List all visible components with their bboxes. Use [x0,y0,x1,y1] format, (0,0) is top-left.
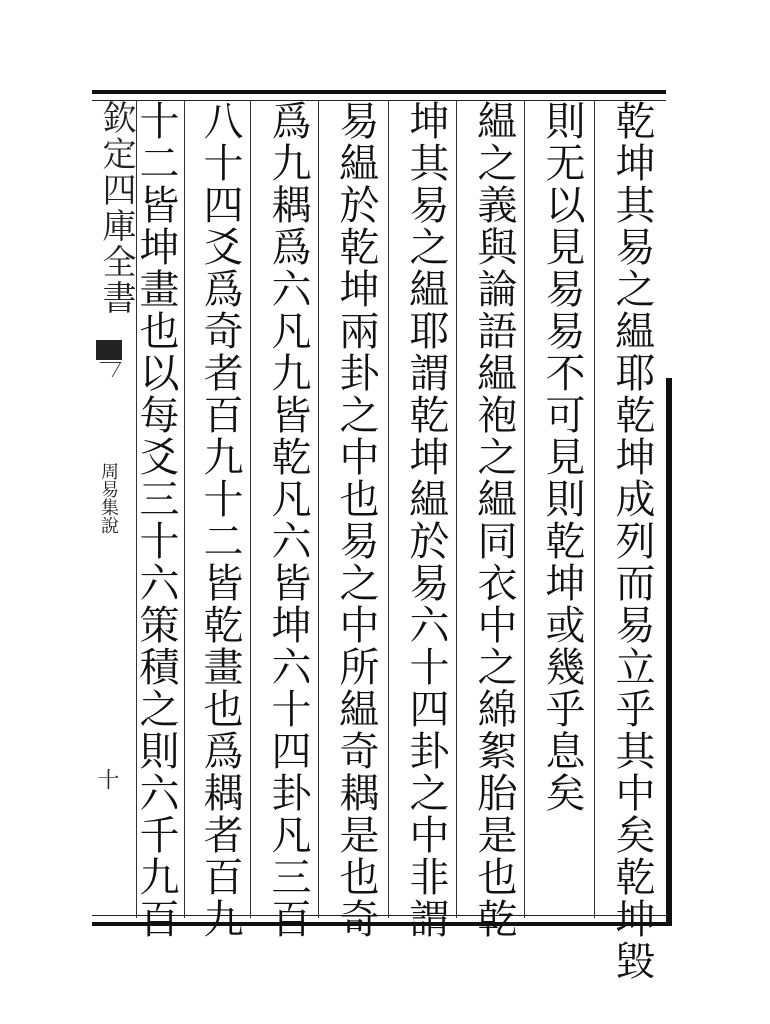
text-column-6: 爲九耦爲六凡九皆乾凡六皆坤六十四卦凡三百 [265,100,311,940]
margin-series-title: 欽定四庫全書 [96,100,136,316]
text-column-2: 則无以見易易不可見則乾坤或幾乎息矣 [539,100,585,814]
text-column-8: 十二皆坤畫也以每爻三十六策積之則六千九百 [133,100,179,940]
column-rule [184,100,185,918]
text-column-1: 乾坤其易之緼耶乾坤成列而易立乎其中矣乾坤毀 [609,100,655,982]
margin-fish-tail-mark [96,340,122,360]
column-rule [388,100,389,918]
text-column-3: 緼之義與論語緼袍之緼同衣中之綿絮胎是也乾 [471,100,517,940]
page-edge-rule [666,378,672,926]
margin-page-number: 十 [94,768,119,790]
column-rule [250,100,251,918]
text-column-7: 八十四爻爲奇者百九十二皆乾畫也爲耦者百九 [197,100,243,940]
text-column-4: 坤其易之緼耶謂乾坤緼於易六十四卦之中非謂 [403,100,449,940]
column-rule [456,100,457,918]
column-rule [318,100,319,918]
column-rule [594,100,595,918]
margin-book-title: 周易集說 [98,462,119,534]
column-rule [524,100,525,918]
text-column-5: 易緼於乾坤兩卦之中也易之中所緼奇耦是也奇 [333,100,379,940]
